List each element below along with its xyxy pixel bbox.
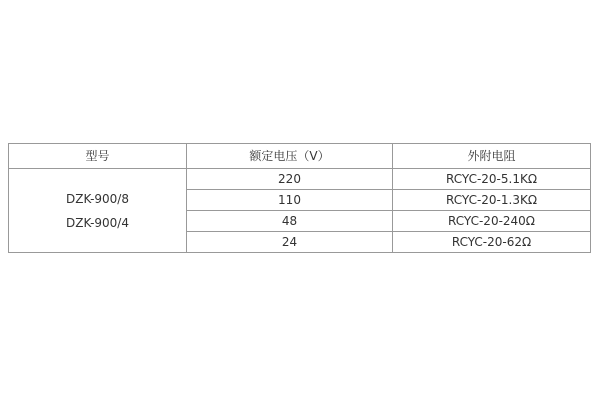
resistance-cell: RCYC-20-62Ω (393, 232, 591, 253)
resistance-cell: RCYC-20-1.3KΩ (393, 190, 591, 211)
resistance-cell: RCYC-20-240Ω (393, 211, 591, 232)
model-cell (9, 169, 187, 253)
model-line-2: DZK-900/4 (66, 215, 129, 230)
table-row (9, 169, 591, 190)
model-line-1: DZK-900/8 (66, 191, 129, 206)
header-voltage: 额定电压（V） (187, 144, 393, 169)
header-row (9, 144, 591, 169)
header-model: 型号 (9, 144, 187, 169)
voltage-cell: 48 (187, 211, 393, 232)
resistance-cell: RCYC-20-5.1KΩ (393, 169, 591, 190)
spec-table (8, 143, 591, 253)
voltage-cell: 110 (187, 190, 393, 211)
voltage-cell: 24 (187, 232, 393, 253)
voltage-cell: 220 (187, 169, 393, 190)
header-resistance: 外附电阻 (393, 144, 591, 169)
spec-table-container (8, 143, 591, 253)
